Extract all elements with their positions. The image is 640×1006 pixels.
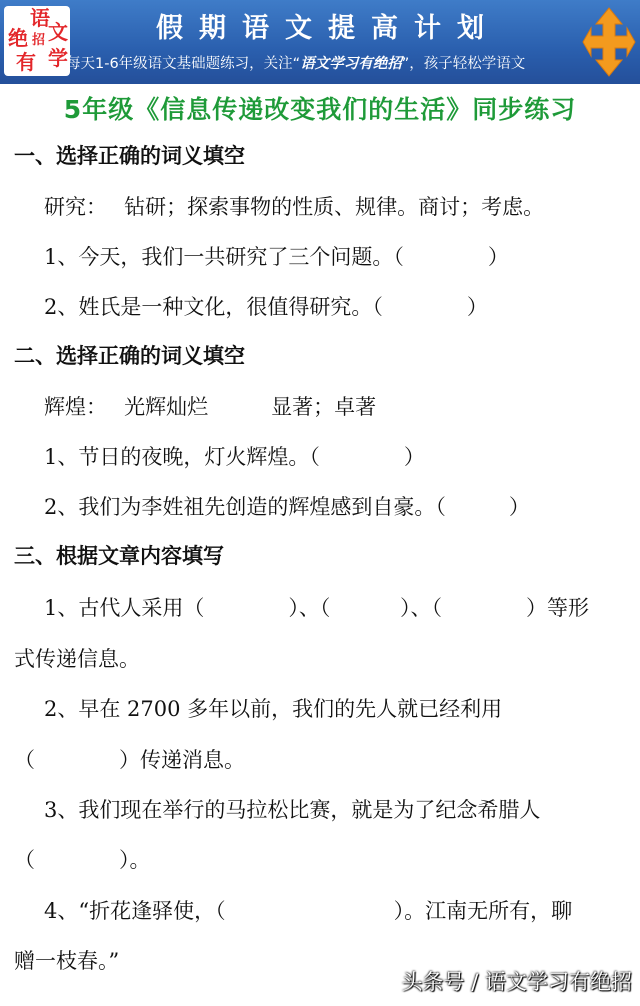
question-line: 1、节日的夜晚，灯火辉煌。（ ）: [44, 445, 425, 469]
watermark: 头条号 / 语文学习有绝招: [401, 970, 632, 994]
definition-line: 研究： 钻研；探索事物的性质、规律。商讨；考虑。: [44, 195, 545, 219]
question-line: （ ）。: [14, 848, 151, 872]
question-line: 赠一枝春。”: [14, 949, 120, 973]
banner-title: 假期语文提高计划: [156, 13, 500, 44]
logo-char: 语: [30, 6, 50, 30]
question-line: 1、古代人采用（ ）、（ ）、（ ）等形: [44, 596, 590, 620]
logo-char: 绝: [8, 26, 28, 50]
question-line: 2、姓氏是一种文化，很值得研究。（ ）: [44, 295, 488, 319]
subtitle-text: ”，孩子轻松学语文: [401, 56, 526, 72]
section-heading: 三、根据文章内容填写: [14, 544, 224, 568]
question-line: （ ）传递消息。: [14, 748, 245, 772]
subtitle-brand: 语文学习有绝招: [300, 55, 402, 72]
banner-subtitle: [66, 52, 596, 73]
header-banner: [0, 0, 640, 84]
question-line: 2、早在 2700 多年以前，我们的先人就已经利用: [44, 697, 503, 721]
logo-char: 文: [48, 20, 68, 44]
subtitle-text: 每天1-6年级语文基础题练习，关注“: [66, 56, 301, 72]
question-line: 4、“折花逢驿使，（ ）。江南无所有，聊: [44, 899, 573, 923]
logo-char: 学: [48, 46, 68, 70]
question-line: 2、我们为李姓祖先创造的辉煌感到自豪。（ ）: [44, 495, 530, 519]
page-title: 5年级《信息传递改变我们的生活》同步练习: [63, 95, 577, 124]
logo-char: 招: [32, 33, 46, 48]
section-heading: 一、选择正确的词义填空: [14, 144, 245, 168]
section-heading: 二、选择正确的词义填空: [14, 344, 245, 368]
question-line: 式传递信息。: [14, 647, 140, 671]
arrow-cross-icon: [582, 6, 636, 78]
question-line: 1、今天，我们一共研究了三个问题。（ ）: [44, 245, 509, 269]
definition-line: 辉煌： 光辉灿烂 显著；卓著: [44, 395, 377, 419]
logo-char: 有: [16, 50, 36, 74]
question-line: 3、我们现在举行的马拉松比赛，就是为了纪念希腊人: [44, 798, 541, 822]
logo: [4, 6, 70, 76]
